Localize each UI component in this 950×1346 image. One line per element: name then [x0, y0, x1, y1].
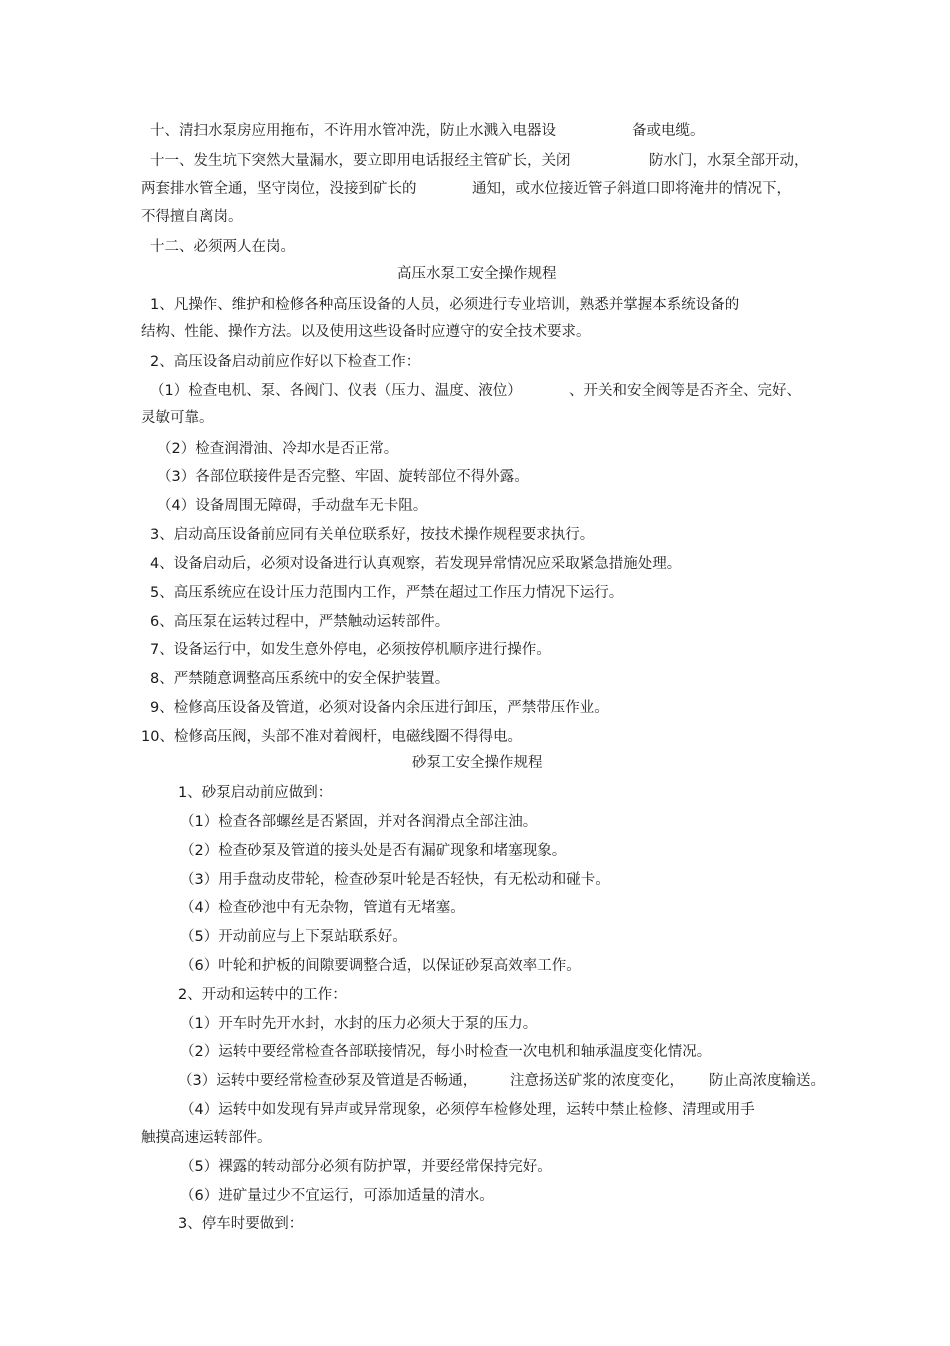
sand-rule-1: 1、砂泵启动前应做到：: [178, 785, 333, 801]
hp-rule-2-1-part-a: （1）检查电机、泵、各阀门、仪表（压力、温度、液位）: [150, 383, 522, 399]
sand-rule-1-6: （6）叶轮和护板的间隙要调整合适，以保证砂泵高效率工作。: [180, 958, 581, 974]
sand-rule-1-1: （1）检查各部螺丝是否紧固，并对各润滑点全部注油。: [180, 814, 538, 830]
rule-11-line-2a: 两套排水管全通，坚守岗位，没接到矿长的: [141, 181, 417, 197]
hp-rule-2-4: （4）设备周围无障碍，手动盘车无卡阻。: [157, 498, 428, 514]
hp-rule-1-line-b: 结构、性能、操作方法。以及使用这些设备时应遵守的安全技术要求。: [141, 324, 591, 340]
hp-rule-2-1-part-b: 、开关和安全阀等是否齐全、完好、: [569, 383, 801, 399]
sand-rule-2-3-part-c: 防止高浓度输送。: [709, 1073, 825, 1089]
rule-11-line-1a: 十一、发生坑下突然大量漏水，要立即用电话报经主管矿长，关闭: [150, 153, 571, 169]
sand-rule-2-2: （2）运转中要经常检查各部联接情况，每小时检查一次电机和轴承温度变化情况。: [180, 1044, 712, 1060]
hp-rule-6: 6、高压泵在运转过程中，严禁触动运转部件。: [150, 614, 450, 630]
hp-rule-2-1-part-c: 灵敏可靠。: [141, 410, 214, 426]
rule-11-line-1b: 防水门，水泵全部开动，: [649, 153, 809, 169]
hp-rule-8: 8、严禁随意调整高压系统中的安全保护装置。: [150, 671, 450, 687]
rule-10-part-b: 备或电缆。: [632, 123, 705, 139]
sand-rule-2-6: （6）进矿量过少不宜运行，可添加适量的清水。: [180, 1188, 494, 1204]
hp-rule-9: 9、检修高压设备及管道，必须对设备内余压进行卸压，严禁带压作业。: [150, 700, 609, 716]
rule-11-line-3: 不得擅自离岗。: [141, 209, 243, 225]
hp-rule-2-3: （3）各部位联接件是否完整、牢固、旋转部位不得外露。: [157, 469, 529, 485]
rule-12: 十二、必须两人在岗。: [150, 239, 295, 255]
sand-rule-1-4: （4）检查砂池中有无杂物，管道有无堵塞。: [180, 900, 465, 916]
sand-rule-2: 2、开动和运转中的工作：: [178, 987, 347, 1003]
sand-rule-1-2: （2）检查砂泵及管道的接头处是否有漏矿现象和堵塞现象。: [180, 843, 567, 859]
hp-rule-4: 4、设备启动后，必须对设备进行认真观察，若发现异常情况应采取紧急措施处理。: [150, 556, 682, 572]
sand-rule-2-4-line-b: 触摸高速运转部件。: [141, 1130, 272, 1146]
hp-rule-2: 2、高压设备启动前应作好以下检查工作：: [150, 354, 421, 370]
sand-rule-2-5: （5）裸露的转动部分必须有防护罩，并要经常保持完好。: [180, 1159, 552, 1175]
sand-rule-2-4-line-a: （4）运转中如发现有异声或异常现象，必须停车检修处理，运转中禁止检修、清理或用手: [180, 1102, 755, 1118]
hp-rule-5: 5、高压系统应在设计压力范围内工作，严禁在超过工作压力情况下运行。: [150, 585, 624, 601]
sand-rule-2-3-part-a: （3）运转中要经常检查砂泵及管道是否畅通，: [178, 1073, 478, 1089]
hp-rule-2-2: （2）检查润滑油、冷却水是否正常。: [157, 441, 399, 457]
rule-10-part-a: 十、清扫水泵房应用拖布，不许用水管冲洗，防止水溅入电器设: [150, 123, 556, 139]
sand-rule-2-3-part-b: 注意扬送矿浆的浓度变化，: [510, 1073, 684, 1089]
sand-rule-1-3: （3）用手盘动皮带轮，检查砂泵叶轮是否轻快，有无松动和碰卡。: [180, 872, 610, 888]
sand-rule-2-1: （1）开车时先开水封，水封的压力必须大于泵的压力。: [180, 1016, 538, 1032]
rule-11-line-2b: 通知，或水位接近管子斜道口即将淹井的情况下，: [472, 181, 791, 197]
hp-rule-1-line-a: 1、凡操作、维护和检修各种高压设备的人员，必须进行专业培训，熟悉并掌握本系统设备的: [150, 297, 740, 313]
sand-rule-3: 3、停车时要做到：: [178, 1216, 304, 1232]
hp-rule-7: 7、设备运行中，如发生意外停电，必须按停机顺序进行操作。: [150, 642, 551, 658]
section-title-sand-pump: 砂泵工安全操作规程: [412, 755, 543, 771]
sand-rule-1-5: （5）开动前应与上下泵站联系好。: [180, 929, 407, 945]
hp-rule-3: 3、启动高压设备前应同有关单位联系好，按技术操作规程要求执行。: [150, 527, 595, 543]
hp-rule-10: 10、检修高压阀，头部不准对着阀杆，电磁线圈不得得电。: [141, 729, 522, 745]
section-title-high-pressure-pump: 高压水泵工安全操作规程: [397, 266, 557, 282]
